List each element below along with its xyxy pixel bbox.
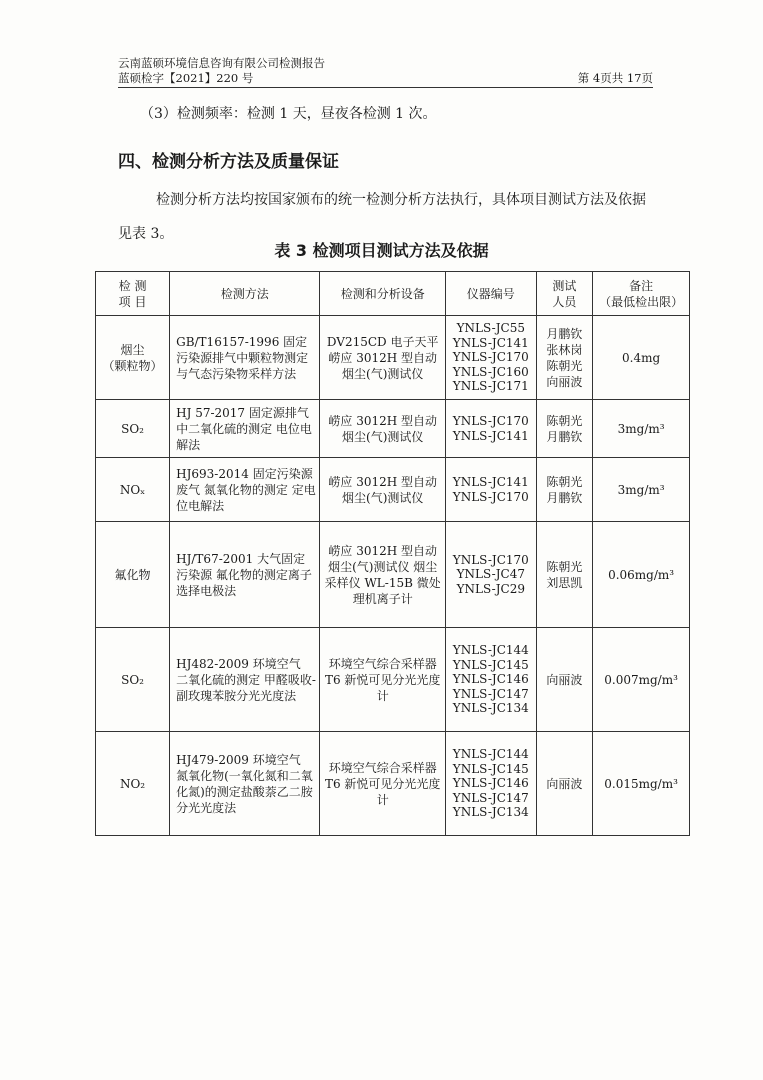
row-item: 烟尘 （颗粒物） — [96, 316, 170, 400]
row-staff: 向丽波 — [536, 628, 593, 732]
row-equipment: 崂应 3012H 型自动烟尘(气)测试仪 — [320, 458, 446, 522]
row-method: HJ 57-2017 固定源排气中二氧化硫的测定 电位电解法 — [170, 400, 320, 458]
header-method: 检测方法 — [170, 272, 320, 316]
row-staff: 向丽波 — [536, 732, 593, 836]
row-note: 0.007mg/m³ — [593, 628, 690, 732]
row-method: HJ482-2009 环境空气 二氧化硫的测定 甲醛吸收-副玫瑰苯胺分光光度法 — [170, 628, 320, 732]
row-item: SO₂ — [96, 628, 170, 732]
row-equipment: 崂应 3012H 型自动烟尘(气)测试仪 — [320, 400, 446, 458]
page-header — [118, 56, 653, 86]
header-equipment: 检测和分析设备 — [320, 272, 446, 316]
report-number: 蓝硕检字【2021】220 号 — [118, 71, 254, 85]
row-equipment: DV215CD 电子天平 崂应 3012H 型自动烟尘(气)测试仪 — [320, 316, 446, 400]
header-item: 检 测 项 目 — [96, 272, 170, 316]
row-note: 0.06mg/m³ — [593, 522, 690, 628]
company-name: 云南蓝硕环境信息咨询有限公司检测报告 — [118, 56, 325, 70]
table-row — [96, 400, 690, 458]
row-staff: 陈朝光 刘思凯 — [536, 522, 593, 628]
method-table — [95, 271, 690, 836]
row-item: SO₂ — [96, 400, 170, 458]
page-number: 第 4页共 17页 — [577, 71, 653, 85]
row-staff: 陈朝光 月鹏钦 — [536, 458, 593, 522]
row-note: 0.4mg — [593, 316, 690, 400]
row-method: HJ479-2009 环境空气 氮氧化物(一氧化氮和二氧化氮)的测定盐酸萘乙二胺分光光度法 — [170, 732, 320, 836]
section-title: 四、检测分析方法及质量保证 — [118, 152, 339, 172]
row-instrument-ids: YNLS-JC144 YNLS-JC145 YNLS-JC146 YNLS-JC147 YNLS-JC134 — [446, 628, 537, 732]
row-method: GB/T16157-1996 固定污染源排气中颗粒物测定与气态污染物采样方法 — [170, 316, 320, 400]
row-instrument-ids: YNLS-JC141 YNLS-JC170 — [446, 458, 537, 522]
header-staff: 测试 人员 — [536, 272, 593, 316]
table-row — [96, 316, 690, 400]
row-instrument-ids: YNLS-JC170 YNLS-JC141 — [446, 400, 537, 458]
table-row — [96, 732, 690, 836]
row-item: 氟化物 — [96, 522, 170, 628]
row-equipment: 崂应 3012H 型自动烟尘(气)测试仪 烟尘采样仪 WL-15B 微处理机离子计 — [320, 522, 446, 628]
row-equipment: 环境空气综合采样器 T6 新悦可见分光光度计 — [320, 732, 446, 836]
row-note: 3mg/m³ — [593, 400, 690, 458]
row-note: 0.015mg/m³ — [593, 732, 690, 836]
header-note: 备注 （最低检出限） — [593, 272, 690, 316]
row-equipment: 环境空气综合采样器 T6 新悦可见分光光度计 — [320, 628, 446, 732]
row-method: HJ693-2014 固定污染源废气 氮氧化物的测定 定电位电解法 — [170, 458, 320, 522]
header-divider — [118, 87, 653, 88]
table-row — [96, 458, 690, 522]
row-method: HJ/T67-2001 大气固定污染源 氟化物的测定离子选择电极法 — [170, 522, 320, 628]
intro-paragraph: 检测分析方法均按国家颁布的统一检测分析方法执行，具体项目测试方法及依据见表 3。 — [118, 192, 646, 242]
row-note: 3mg/m³ — [593, 458, 690, 522]
table-row — [96, 522, 690, 628]
row-instrument-ids: YNLS-JC170 YNLS-JC47 YNLS-JC29 — [446, 522, 537, 628]
row-instrument-ids: YNLS-JC144 YNLS-JC145 YNLS-JC146 YNLS-JC147 YNLS-JC134 — [446, 732, 537, 836]
row-staff: 月鹏钦 张林岗 陈朝光 向丽波 — [536, 316, 593, 400]
row-item: NOₓ — [96, 458, 170, 522]
row-item: NO₂ — [96, 732, 170, 836]
table-row — [96, 628, 690, 732]
header-instrument-id: 仪器编号 — [446, 272, 537, 316]
row-instrument-ids: YNLS-JC55 YNLS-JC141 YNLS-JC170 YNLS-JC160 YNLS-JC171 — [446, 316, 537, 400]
frequency-text: （3）检测频率：检测 1 天，昼夜各检测 1 次。 — [140, 106, 437, 122]
table-caption: 表 3 检测项目测试方法及依据 — [274, 241, 489, 260]
row-staff: 陈朝光 月鹏钦 — [536, 400, 593, 458]
